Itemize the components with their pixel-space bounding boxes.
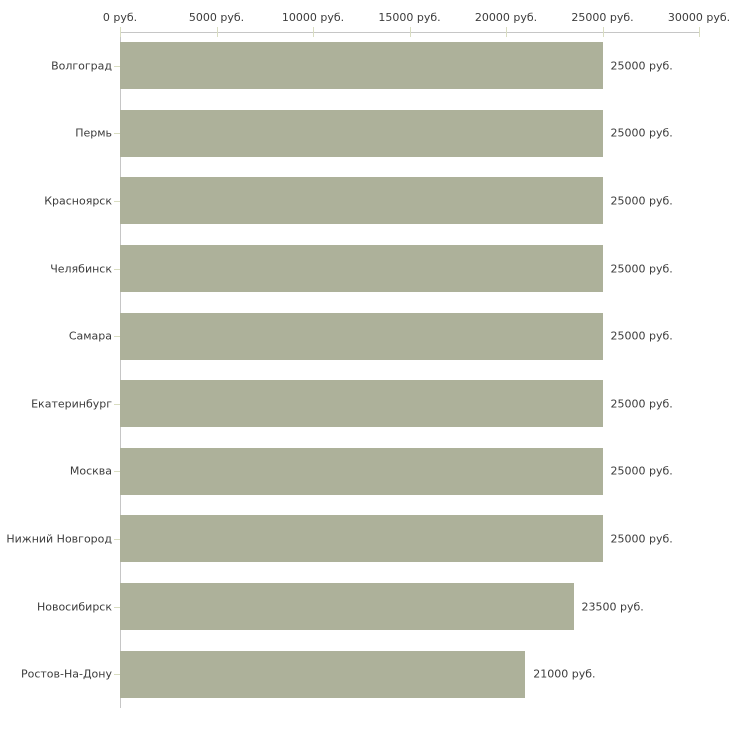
bar [120, 110, 603, 157]
bar [120, 42, 603, 89]
bar-value-label: 23500 руб. [581, 600, 644, 614]
category-label: Ростов-На-Дону [20, 667, 112, 681]
bar [120, 380, 603, 427]
bar [120, 515, 603, 562]
x-axis-tick-label: 15000 руб. [378, 11, 441, 24]
bar [120, 245, 603, 292]
bar-row [0, 235, 730, 303]
category-label: Екатеринбург [31, 397, 112, 411]
x-axis-tick-label: 0 руб. [102, 11, 138, 24]
bar [120, 651, 525, 698]
bar [120, 448, 603, 495]
bar [120, 313, 603, 360]
bar-row [0, 100, 730, 168]
category-label: Новосибирск [36, 600, 112, 614]
category-label: Самара [68, 329, 112, 343]
bar-rows [0, 32, 730, 708]
bar-row [0, 370, 730, 438]
category-label: Нижний Новгород [6, 532, 112, 546]
bar-value-label: 25000 руб. [610, 126, 673, 140]
bar-value-label: 25000 руб. [610, 464, 673, 478]
bar-row [0, 640, 730, 708]
bar-row [0, 505, 730, 573]
bar-value-label: 25000 руб. [610, 194, 673, 208]
category-label: Красноярск [44, 194, 112, 208]
x-axis-tick-label: 25000 руб. [571, 11, 634, 24]
x-axis-tick-label: 30000 руб. [667, 11, 730, 24]
bar-value-label: 21000 руб. [533, 667, 596, 681]
bar-value-label: 25000 руб. [610, 59, 673, 73]
bar [120, 583, 574, 630]
bar-row [0, 167, 730, 235]
x-axis-tick-label: 20000 руб. [474, 11, 538, 24]
bar-row [0, 32, 730, 100]
category-label: Москва [69, 464, 112, 478]
category-label: Пермь [75, 126, 112, 140]
bar [120, 177, 603, 224]
bar-value-label: 25000 руб. [610, 532, 673, 546]
category-label: Челябинск [50, 262, 112, 276]
bar-row [0, 302, 730, 370]
bar-value-label: 25000 руб. [610, 329, 673, 343]
x-axis-tick-label: 5000 руб. [188, 11, 245, 24]
x-axis-tick-label: 10000 руб. [281, 11, 345, 24]
bar-value-label: 25000 руб. [610, 397, 673, 411]
bar-row [0, 573, 730, 641]
category-label: Волгоград [51, 59, 112, 73]
bar-value-label: 25000 руб. [610, 262, 673, 276]
bar-row [0, 438, 730, 506]
